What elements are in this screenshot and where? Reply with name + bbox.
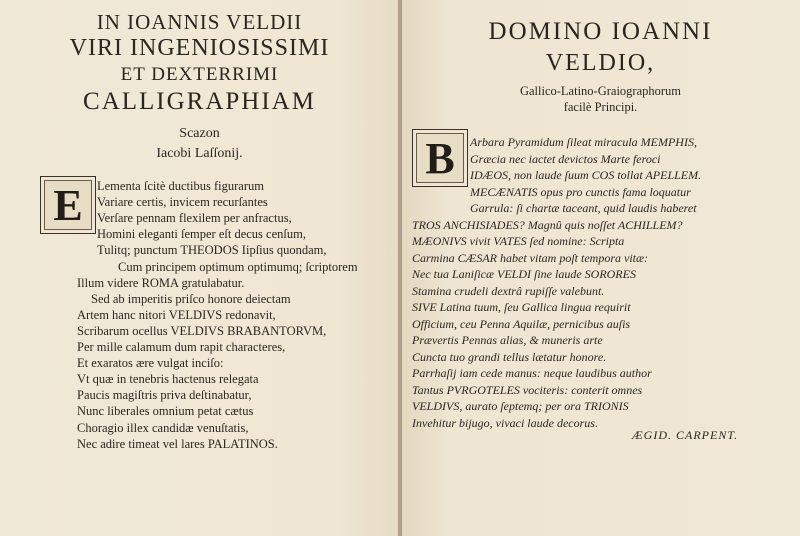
left-poem-line: Scribarum ocellus VELDIVS BRABANTORVM, bbox=[77, 323, 327, 338]
right-poem-line: Garrula: ſi chartæ taceant, quid laudis haberet bbox=[470, 201, 697, 215]
right-poem-line: Invehitur bijugo, vivaci laude decorus. bbox=[412, 415, 598, 430]
left-scazon-label: Scazon bbox=[179, 126, 220, 141]
left-poem-line: Homini eleganti ſemper eſt decus cenſum, bbox=[97, 227, 306, 242]
right-poem-line: Græcia nec iactet devictos Marte feroci bbox=[470, 151, 661, 166]
right-heading-line-2: VELDIO, bbox=[545, 50, 656, 76]
right-poem-line: Officium, ceu Penna Aquilæ, pernicibus auſis bbox=[412, 316, 631, 331]
left-poem-line: Cum principem optimum optimumq; ſcriptorem bbox=[118, 259, 358, 274]
right-poem-line: Prævertis Pennas alias, & muneris arte bbox=[412, 333, 603, 347]
right-poem-line: TROS ANCHISIADES? Magnû quis noſſet ACHILLEM? bbox=[412, 217, 683, 232]
right-decorated-initial: B bbox=[412, 129, 468, 187]
right-heading-line-1: DOMINO IOANNI bbox=[488, 18, 713, 45]
left-poem-line: Et exaratos ære vulgat inciſo: bbox=[77, 356, 224, 371]
right-subtitle-line-2: facilè Principi. bbox=[563, 100, 638, 114]
left-poem-line: Variare certis, invicem recurſantes bbox=[97, 195, 268, 210]
left-poem-line: Illum videre ROMA gratulabatur. bbox=[77, 275, 245, 290]
right-poem-line: IDÆOS, non laude ſuum COS tollat APELLEM. bbox=[470, 168, 702, 182]
right-poem-line: SIVE Latina tuum, ſeu Gallica lingua requirit bbox=[412, 300, 631, 314]
left-author-label: Iacobi Laſſonij. bbox=[156, 146, 243, 161]
left-poem-line: Paucis magiſtris priva deſtinabatur, bbox=[77, 388, 252, 403]
left-poem-line: Nec adire timeat vel lares PALATINOS. bbox=[77, 436, 278, 451]
right-poem-line: Stamina crudeli dextrâ rupiſſe valebunt. bbox=[412, 283, 605, 298]
right-poem-line: Parrhaſij iam cede manus: neque laudibus author bbox=[412, 366, 652, 380]
left-heading-line-1: IN IOANNIS VELDII bbox=[96, 10, 303, 34]
right-poem-line: Carmina CÆSAR habet vitam poſt tempora vitæ: bbox=[412, 250, 648, 265]
left-heading-line-3: ET DEXTERRIMI bbox=[120, 64, 279, 85]
left-heading-line-4: CALLIGRAPHIAM bbox=[83, 88, 316, 115]
right-poem-line: Nec tua Laniſicæ VELDI ſine laude SORORES bbox=[412, 267, 636, 281]
right-poem-line: Tantus PVRGOTELES vociteris: conterit omnes bbox=[412, 382, 643, 397]
right-poem-line: Arbara Pyramidum ſileat miracula MEMPHIS, bbox=[470, 135, 697, 149]
left-heading-line-2: VIRI INGENIOSISSIMI bbox=[69, 35, 330, 61]
left-poem-line: Artem hanc nitori VELDIVS redonavit, bbox=[77, 307, 276, 322]
right-subtitle-line-1: Gallico-Latino-Graiographorum bbox=[519, 84, 682, 98]
left-decorated-initial: E bbox=[40, 176, 96, 234]
left-poem-line: Tulitq; punctum THEODOS Iipſius quondam, bbox=[97, 243, 327, 258]
right-poem-line: MÆONIVS vivit VATES ſed nomine: Scripta bbox=[412, 234, 625, 248]
left-poem-line: Nunc liberales omnium petat cætus bbox=[77, 404, 254, 419]
right-poem-line: VELDIVS, aurato ſeptemq; per ora TRIONIS bbox=[412, 399, 629, 413]
left-poem-line: Per mille calamum dum rapit characteres, bbox=[77, 340, 286, 354]
right-signature: ÆGID. CARPENT. bbox=[632, 428, 739, 442]
left-poem-line: Verſare pennam flexilem per anfractus, bbox=[97, 211, 292, 226]
left-poem-line: Lementa ſcitè ductibus figurarum bbox=[97, 179, 264, 193]
right-poem-line: MECÆNATIS opus pro cunctis fama loquatur bbox=[470, 184, 691, 199]
left-poem-line: Choragio illex candidæ venuſtatis, bbox=[77, 420, 249, 435]
right-poem-line: Cuncta tuo grandi tellus lætatur honore. bbox=[412, 349, 607, 364]
left-poem-line: Vt quæ in tenebris hactenus relegata bbox=[77, 372, 259, 387]
left-poem-line: Sed ab imperitis priſco honore deiectam bbox=[91, 291, 291, 306]
